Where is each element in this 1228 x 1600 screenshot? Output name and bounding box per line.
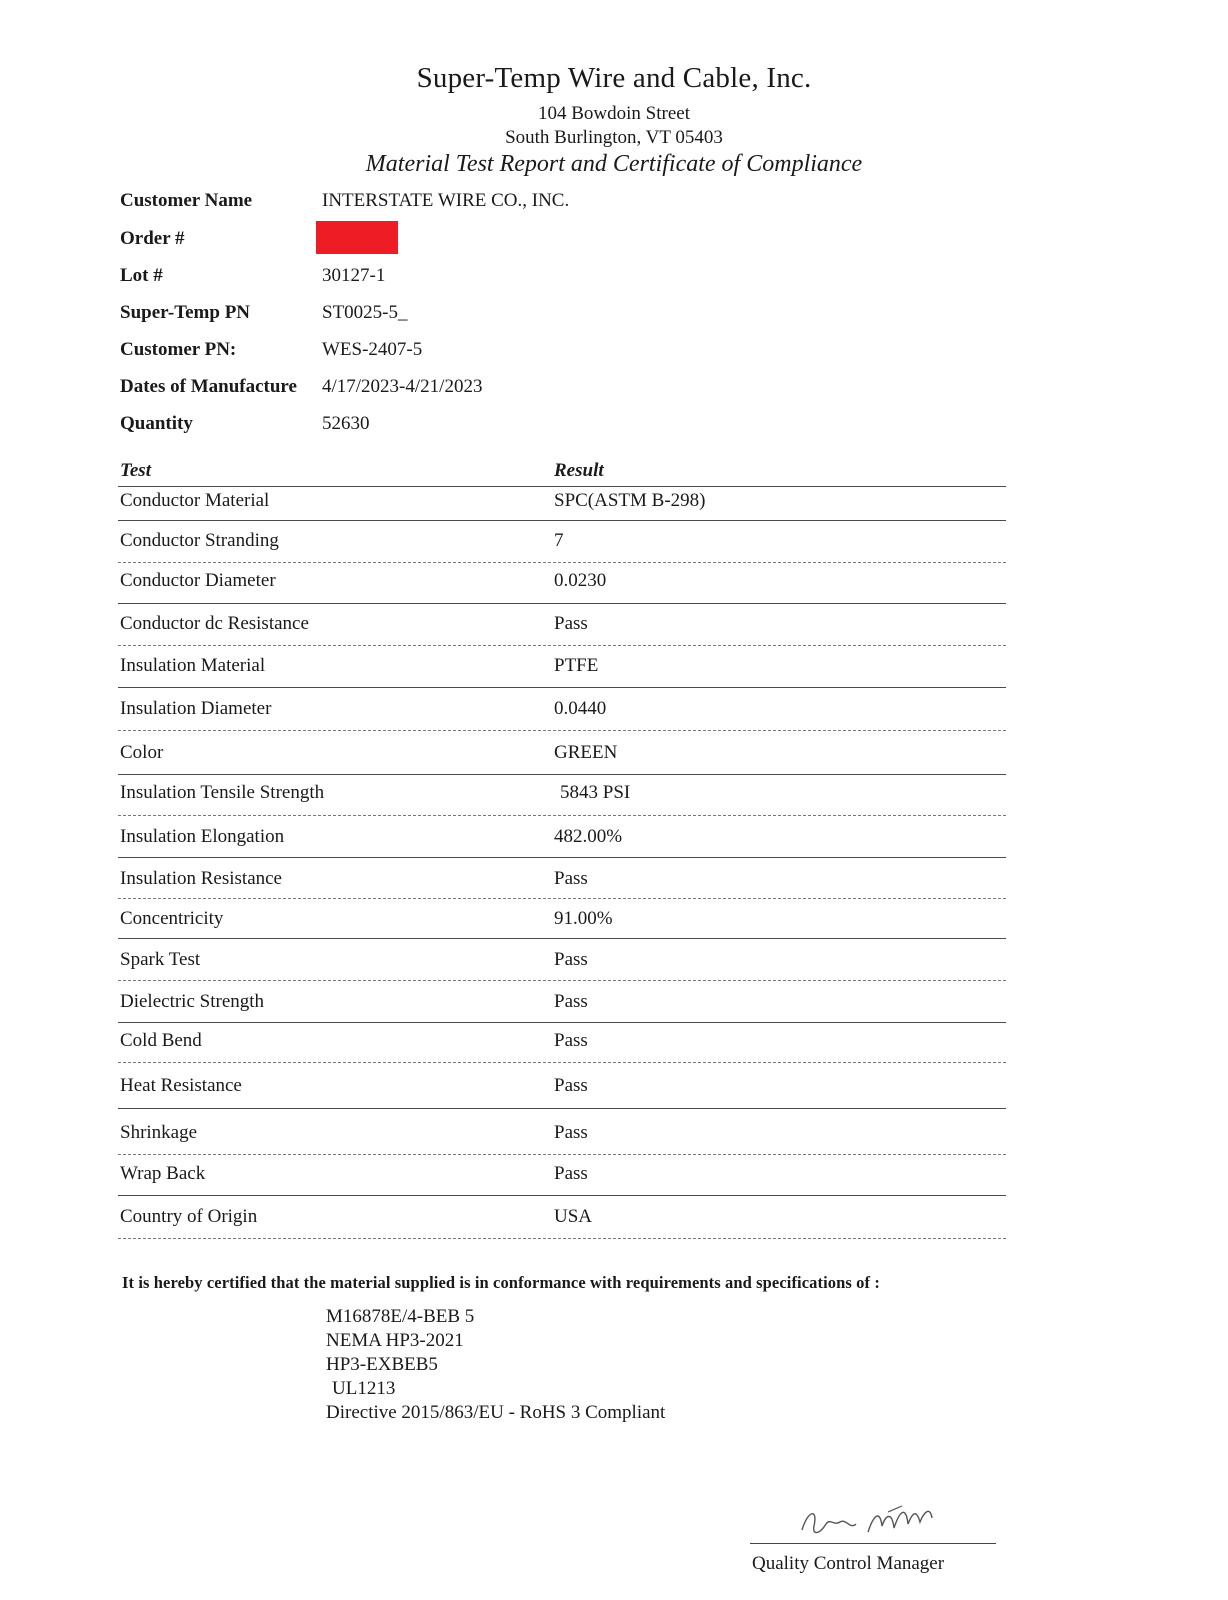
test-name: Insulation Elongation xyxy=(120,826,285,847)
signature-title: Quality Control Manager xyxy=(752,1553,945,1574)
row-rule xyxy=(118,1062,1006,1063)
super-temp-pn-label: Super-Temp PN xyxy=(120,302,251,323)
customer-pn-label: Customer PN: xyxy=(120,339,237,360)
row-rule xyxy=(118,730,1006,731)
lot-number-value: 30127-1 xyxy=(322,265,386,286)
test-name: Heat Resistance xyxy=(120,1075,242,1096)
test-result: Pass xyxy=(554,1163,588,1184)
quantity-value: 52630 xyxy=(322,413,370,434)
header-rule xyxy=(118,486,1006,487)
document-title: Material Test Report and Certificate of Compliance xyxy=(365,151,863,177)
test-column-header: Test xyxy=(120,460,151,481)
row-rule xyxy=(118,603,1006,604)
spec-item: M16878E/4-BEB 5 xyxy=(326,1306,475,1327)
super-temp-pn-value: ST0025-5_ xyxy=(322,302,408,323)
company-name: Super-Temp Wire and Cable, Inc. xyxy=(416,62,812,94)
spec-item: UL1213 xyxy=(332,1378,396,1399)
dates-of-manufacture-label: Dates of Manufacture xyxy=(120,376,297,397)
row-rule xyxy=(118,1022,1006,1023)
test-name: Color xyxy=(120,742,164,763)
test-result: 7 xyxy=(554,530,564,551)
row-rule xyxy=(118,898,1006,899)
test-result: 91.00% xyxy=(554,908,613,929)
customer-name-value: INTERSTATE WIRE CO., INC. xyxy=(322,190,570,211)
row-rule xyxy=(118,562,1006,563)
test-name: Insulation Resistance xyxy=(120,868,282,889)
row-rule xyxy=(118,938,1006,939)
row-rule xyxy=(118,1195,1006,1196)
test-name: Conductor dc Resistance xyxy=(120,613,309,634)
lot-number-label: Lot # xyxy=(120,265,163,286)
certification-statement: It is hereby certified that the material supplied is in conformance with requirements and specifications of : xyxy=(122,1273,880,1292)
customer-name-label: Customer Name xyxy=(120,190,253,211)
test-name: Insulation Material xyxy=(120,655,266,676)
row-rule xyxy=(118,815,1006,816)
test-result: Pass xyxy=(554,1122,588,1143)
test-name: Dielectric Strength xyxy=(120,991,265,1012)
test-name: Wrap Back xyxy=(120,1163,206,1184)
test-result: Pass xyxy=(554,868,588,889)
test-name: Conductor Stranding xyxy=(120,530,279,551)
dates-of-manufacture-value: 4/17/2023-4/21/2023 xyxy=(322,376,483,397)
row-rule xyxy=(118,520,1006,521)
order-number-redaction xyxy=(316,221,398,254)
row-rule xyxy=(118,1154,1006,1155)
address-street: 104 Bowdoin Street xyxy=(538,103,690,124)
test-name: Cold Bend xyxy=(120,1030,202,1051)
test-result: 5843 PSI xyxy=(560,782,631,803)
test-name: Conductor Material xyxy=(120,490,270,511)
quantity-label: Quantity xyxy=(120,413,193,434)
result-column-header: Result xyxy=(554,460,604,481)
test-result: GREEN xyxy=(554,742,618,763)
row-rule xyxy=(118,774,1006,775)
test-name: Insulation Tensile Strength xyxy=(120,782,325,803)
row-rule xyxy=(118,980,1006,981)
handwritten-signature xyxy=(790,1500,970,1544)
test-result: Pass xyxy=(554,949,588,970)
spec-item: Directive 2015/863/EU - RoHS 3 Compliant xyxy=(326,1402,666,1423)
test-name: Spark Test xyxy=(120,949,201,970)
row-rule xyxy=(118,687,1006,688)
spec-item: HP3-EXBEB5 xyxy=(326,1354,438,1375)
row-rule xyxy=(118,1108,1006,1109)
test-result: PTFE xyxy=(554,655,599,676)
signature-line xyxy=(750,1543,996,1544)
test-result: USA xyxy=(554,1206,593,1227)
test-name: Concentricity xyxy=(120,908,224,929)
test-result: Pass xyxy=(554,613,588,634)
row-rule xyxy=(118,857,1006,858)
customer-pn-value: WES-2407-5 xyxy=(322,339,423,360)
row-rule xyxy=(118,1238,1006,1239)
test-name: Shrinkage xyxy=(120,1122,198,1143)
test-name: Country of Origin xyxy=(120,1206,258,1227)
test-result: Pass xyxy=(554,991,588,1012)
row-rule xyxy=(118,645,1006,646)
order-number-label: Order # xyxy=(120,228,185,249)
test-result: Pass xyxy=(554,1030,588,1051)
test-result: 0.0230 xyxy=(554,570,607,591)
address-city: South Burlington, VT 05403 xyxy=(505,127,723,148)
test-name: Insulation Diameter xyxy=(120,698,272,719)
test-result: 482.00% xyxy=(554,826,623,847)
test-name: Conductor Diameter xyxy=(120,570,276,591)
spec-item: NEMA HP3-2021 xyxy=(326,1330,464,1351)
test-result: SPC(ASTM B-298) xyxy=(554,490,706,511)
test-result: Pass xyxy=(554,1075,588,1096)
test-result: 0.0440 xyxy=(554,698,607,719)
